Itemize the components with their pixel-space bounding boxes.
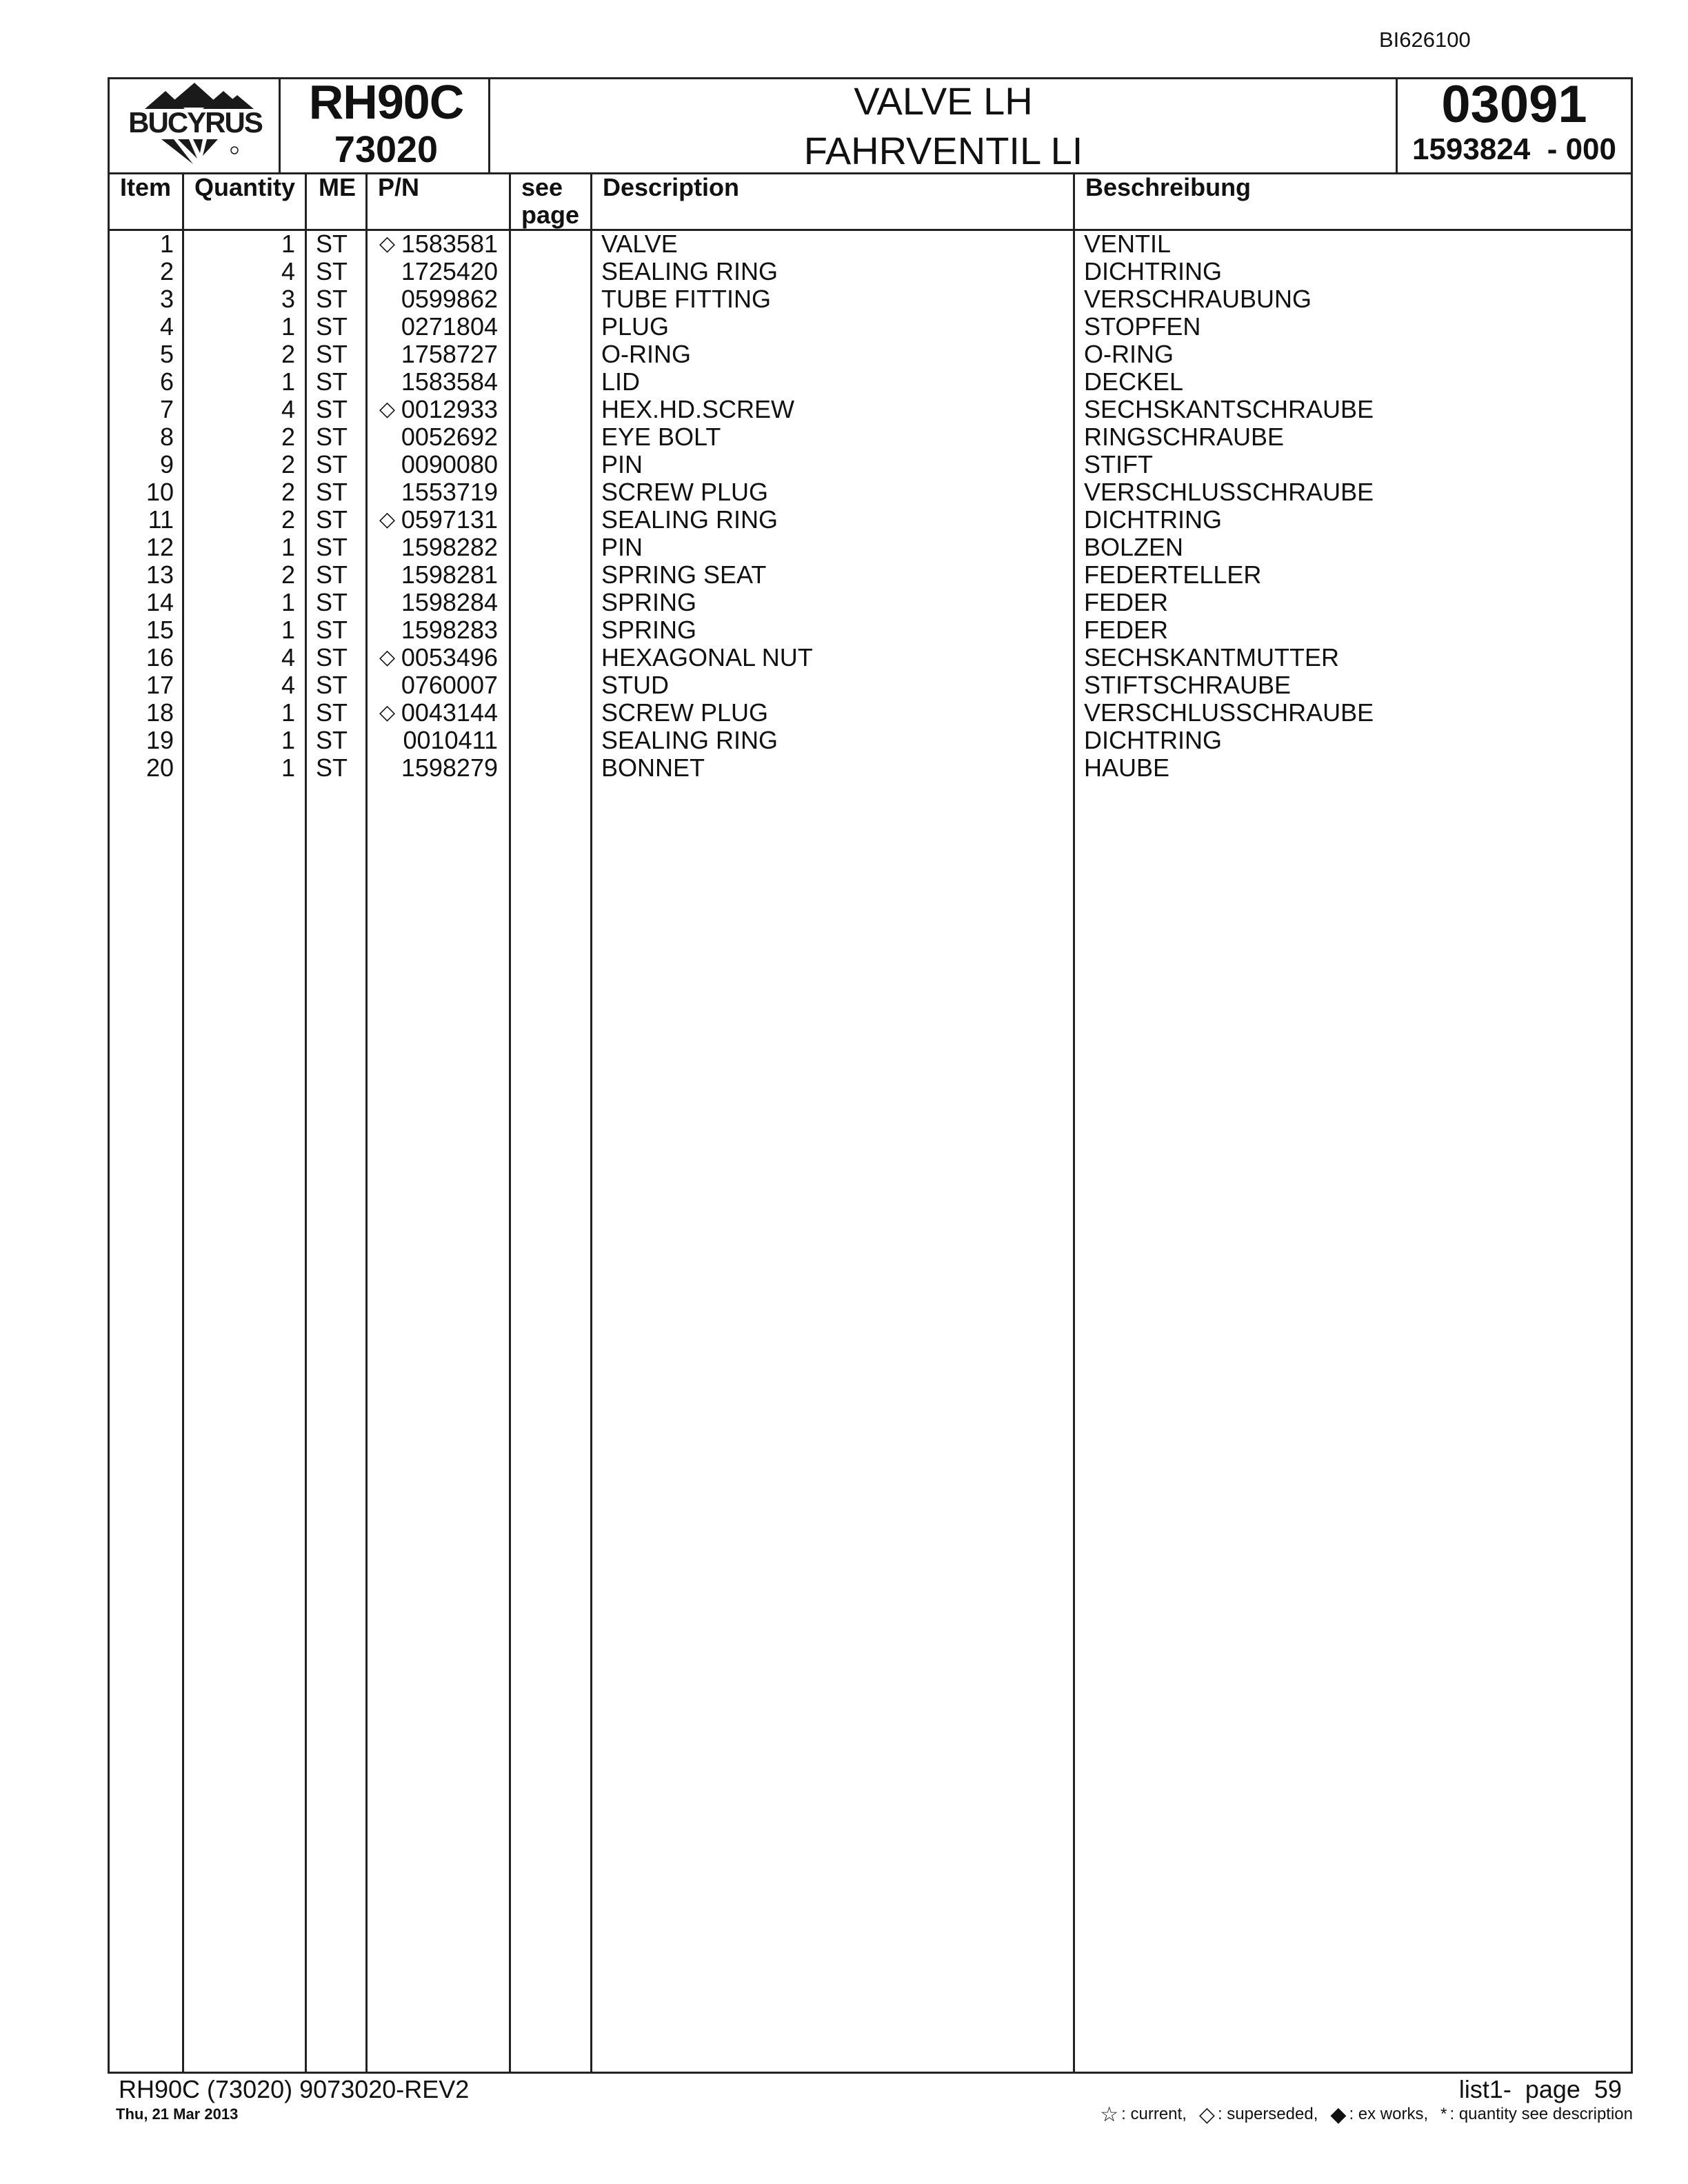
item-cell: 1	[159, 230, 174, 258]
column-header-pn: P/N	[378, 173, 420, 201]
beschreibung-cell: SECHSKANTSCHRAUBE	[1084, 395, 1374, 423]
part-number-cell: 1583581	[401, 230, 498, 258]
superseded-icon: ◇	[379, 701, 396, 724]
beschreibung-cell: DICHTRING	[1084, 257, 1222, 285]
column-header-description: Description	[603, 173, 740, 201]
unit-cell: ST	[316, 726, 348, 754]
description-cell: BONNET	[601, 754, 705, 782]
item-cell: 15	[145, 616, 174, 644]
beschreibung-cell: FEDER	[1084, 616, 1169, 644]
part-number-cell: 0760007	[401, 671, 498, 699]
legend-superseded: : superseded,	[1217, 2105, 1318, 2123]
table-row	[0, 754, 1688, 782]
unit-cell: ST	[316, 754, 348, 782]
hollow-diamond-icon: ◇	[1198, 2103, 1215, 2126]
unit-cell: ST	[316, 560, 348, 589]
column-header-quantity: Quantity	[194, 173, 296, 201]
table-row	[0, 699, 1688, 727]
quantity-cell: 1	[281, 726, 295, 754]
part-number-cell: 1598283	[401, 616, 498, 644]
beschreibung-cell: FEDER	[1084, 588, 1169, 616]
part-number-cell: 1553719	[401, 478, 498, 506]
footer-date: Thu, 21 Mar 2013	[116, 2105, 239, 2123]
unit-cell: ST	[316, 616, 348, 644]
description-cell: STUD	[601, 671, 669, 699]
logo-wordmark: BUCYRUS	[128, 106, 262, 139]
beschreibung-cell: DECKEL	[1084, 367, 1184, 396]
description-cell: EYE BOLT	[601, 423, 721, 451]
part-number-cell: 1598281	[401, 560, 498, 589]
document-reference: BI626100	[1379, 28, 1471, 52]
quantity-cell: 4	[281, 671, 295, 699]
unit-cell: ST	[316, 230, 348, 258]
column-header-me: ME	[319, 173, 356, 201]
part-number-cell: 0053496	[401, 643, 498, 671]
quantity-cell: 1	[281, 698, 295, 727]
beschreibung-cell: VERSCHLUSSCHRAUBE	[1084, 698, 1374, 727]
description-cell: VALVE	[601, 230, 678, 258]
part-number-cell: 1598282	[401, 533, 498, 561]
superseded-icon: ◇	[379, 646, 396, 669]
quantity-cell: 1	[281, 754, 295, 782]
quantity-cell: 1	[281, 312, 295, 341]
table-row	[0, 368, 1688, 396]
beschreibung-cell: VERSCHRAUBUNG	[1084, 285, 1312, 313]
table-row	[0, 341, 1688, 368]
description-cell: SCREW PLUG	[601, 478, 769, 506]
description-cell: HEXAGONAL NUT	[601, 643, 813, 671]
unit-cell: ST	[316, 698, 348, 727]
column-header-see-page	[521, 174, 579, 229]
assembly-part-number: 1593824 - 000	[1411, 132, 1617, 166]
quantity-cell: 4	[281, 643, 295, 671]
quantity-cell: 2	[281, 478, 295, 506]
legend-quantity: : quantity see description	[1449, 2105, 1633, 2123]
assembly-title-english: VALVE LH	[854, 79, 1033, 123]
machine-model-number: 73020	[334, 129, 439, 170]
beschreibung-cell: BOLZEN	[1084, 533, 1184, 561]
part-number-cell: 0043144	[401, 698, 498, 727]
table-row	[0, 534, 1688, 561]
legend-ex-works: : ex works,	[1349, 2105, 1429, 2123]
quantity-cell: 2	[281, 423, 295, 451]
description-cell: PIN	[601, 533, 643, 561]
item-cell: 3	[159, 285, 174, 313]
footer-document-id: RH90C (73020) 9073020-REV2	[119, 2075, 470, 2103]
table-row	[0, 423, 1688, 451]
table-row	[0, 451, 1688, 478]
table-row	[0, 644, 1688, 671]
part-number-cell: 1598284	[401, 588, 498, 616]
part-number-cell: 0271804	[401, 312, 498, 341]
quantity-cell: 1	[281, 533, 295, 561]
quantity-cell: 4	[281, 395, 295, 423]
beschreibung-cell: O-RING	[1084, 340, 1174, 368]
table-row	[0, 285, 1688, 313]
quantity-cell: 1	[281, 230, 295, 258]
item-cell: 17	[145, 671, 174, 699]
beschreibung-cell: RINGSCHRAUBE	[1084, 423, 1285, 451]
part-number-cell: 1598279	[401, 754, 498, 782]
beschreibung-cell: VENTIL	[1084, 230, 1172, 258]
description-cell: SEALING RING	[601, 257, 778, 285]
machine-model: RH90C	[308, 75, 464, 129]
group-number: 03091	[1441, 75, 1587, 134]
part-number-cell: 1725420	[401, 257, 498, 285]
part-number-cell: 0012933	[401, 395, 498, 423]
description-cell: SPRING	[601, 588, 697, 616]
table-row	[0, 727, 1688, 754]
beschreibung-cell: SECHSKANTMUTTER	[1084, 643, 1340, 671]
quantity-cell: 2	[281, 340, 295, 368]
quantity-cell: 2	[281, 450, 295, 478]
beschreibung-cell: STOPFEN	[1084, 312, 1201, 341]
quantity-cell: 4	[281, 257, 295, 285]
quantity-cell: 1	[281, 616, 295, 644]
description-cell: SPRING SEAT	[601, 560, 767, 589]
unit-cell: ST	[316, 505, 348, 534]
item-cell: 8	[159, 423, 174, 451]
part-number-cell: 1583584	[401, 367, 498, 396]
item-cell: 18	[145, 698, 174, 727]
unit-cell: ST	[316, 367, 348, 396]
superseded-icon: ◇	[379, 508, 396, 531]
unit-cell: ST	[316, 312, 348, 341]
quantity-cell: 2	[281, 560, 295, 589]
unit-cell: ST	[316, 643, 348, 671]
item-cell: 2	[159, 257, 174, 285]
solid-diamond-icon: ◆	[1330, 2103, 1347, 2126]
table-row	[0, 561, 1688, 589]
description-cell: SPRING	[601, 616, 697, 644]
unit-cell: ST	[316, 423, 348, 451]
quantity-cell: 3	[281, 285, 295, 313]
superseded-icon: ◇	[379, 232, 396, 255]
header-divider-logo	[279, 77, 281, 174]
unit-cell: ST	[316, 671, 348, 699]
item-cell: 5	[159, 340, 174, 368]
table-row	[0, 230, 1688, 258]
unit-cell: ST	[316, 533, 348, 561]
part-number-cell: 1758727	[401, 340, 498, 368]
description-cell: SEALING RING	[601, 726, 778, 754]
table-row	[0, 671, 1688, 699]
table-row	[0, 589, 1688, 616]
star-icon: ☆	[1100, 2103, 1119, 2126]
column-header-item: Item	[120, 173, 172, 201]
legend-current: : current,	[1121, 2105, 1187, 2123]
column-header-beschreibung: Beschreibung	[1085, 173, 1252, 201]
description-cell: LID	[601, 367, 641, 396]
bucyrus-logo	[117, 81, 277, 170]
column-header-see: see	[521, 173, 563, 201]
table-row	[0, 396, 1688, 423]
table-row	[0, 313, 1688, 341]
item-cell: 4	[159, 312, 174, 341]
table-row	[0, 258, 1688, 285]
unit-cell: ST	[316, 285, 348, 313]
part-number-cell: 0090080	[401, 450, 498, 478]
superseded-icon: ◇	[379, 398, 396, 421]
item-cell: 13	[145, 560, 174, 589]
part-number-cell: 0599862	[401, 285, 498, 313]
item-cell: 14	[145, 588, 174, 616]
part-number-cell: 0052692	[401, 423, 498, 451]
description-cell: HEX.HD.SCREW	[601, 395, 795, 423]
unit-cell: ST	[316, 450, 348, 478]
beschreibung-cell: STIFT	[1084, 450, 1153, 478]
item-cell: 11	[148, 505, 174, 534]
item-cell: 20	[145, 754, 174, 782]
beschreibung-cell: DICHTRING	[1084, 505, 1222, 534]
part-number-cell: 0010411	[403, 726, 498, 754]
column-header-page: page	[521, 201, 580, 229]
item-cell: 19	[145, 726, 174, 754]
description-cell: PLUG	[601, 312, 670, 341]
beschreibung-cell: DICHTRING	[1084, 726, 1222, 754]
table-row	[0, 616, 1688, 644]
item-cell: 16	[145, 643, 174, 671]
asterisk-icon: *	[1440, 2105, 1447, 2123]
beschreibung-cell: VERSCHLUSSCHRAUBE	[1084, 478, 1374, 506]
part-number-cell: 0597131	[401, 505, 498, 534]
beschreibung-cell: STIFTSCHRAUBE	[1084, 671, 1292, 699]
unit-cell: ST	[316, 340, 348, 368]
beschreibung-cell: FEDERTELLER	[1084, 560, 1262, 589]
description-cell: O-RING	[601, 340, 691, 368]
item-cell: 10	[145, 478, 174, 506]
unit-cell: ST	[316, 588, 348, 616]
quantity-cell: 1	[281, 588, 295, 616]
symbol-legend	[1100, 2103, 1633, 2127]
description-cell: SCREW PLUG	[601, 698, 769, 727]
unit-cell: ST	[316, 395, 348, 423]
beschreibung-cell: HAUBE	[1084, 754, 1170, 782]
quantity-cell: 1	[281, 367, 295, 396]
footer-page-number: list1- page 59	[1458, 2075, 1622, 2103]
assembly-title-german: FAHRVENTIL LI	[803, 129, 1083, 172]
quantity-cell: 2	[281, 505, 295, 534]
unit-cell: ST	[316, 257, 348, 285]
unit-cell: ST	[316, 478, 348, 506]
item-cell: 7	[159, 395, 174, 423]
item-cell: 9	[159, 450, 174, 478]
description-cell: TUBE FITTING	[601, 285, 771, 313]
description-cell: PIN	[601, 450, 643, 478]
item-cell: 12	[145, 533, 174, 561]
description-cell: SEALING RING	[601, 505, 778, 534]
item-cell: 6	[159, 367, 174, 396]
table-row	[0, 506, 1688, 534]
table-row	[0, 478, 1688, 506]
